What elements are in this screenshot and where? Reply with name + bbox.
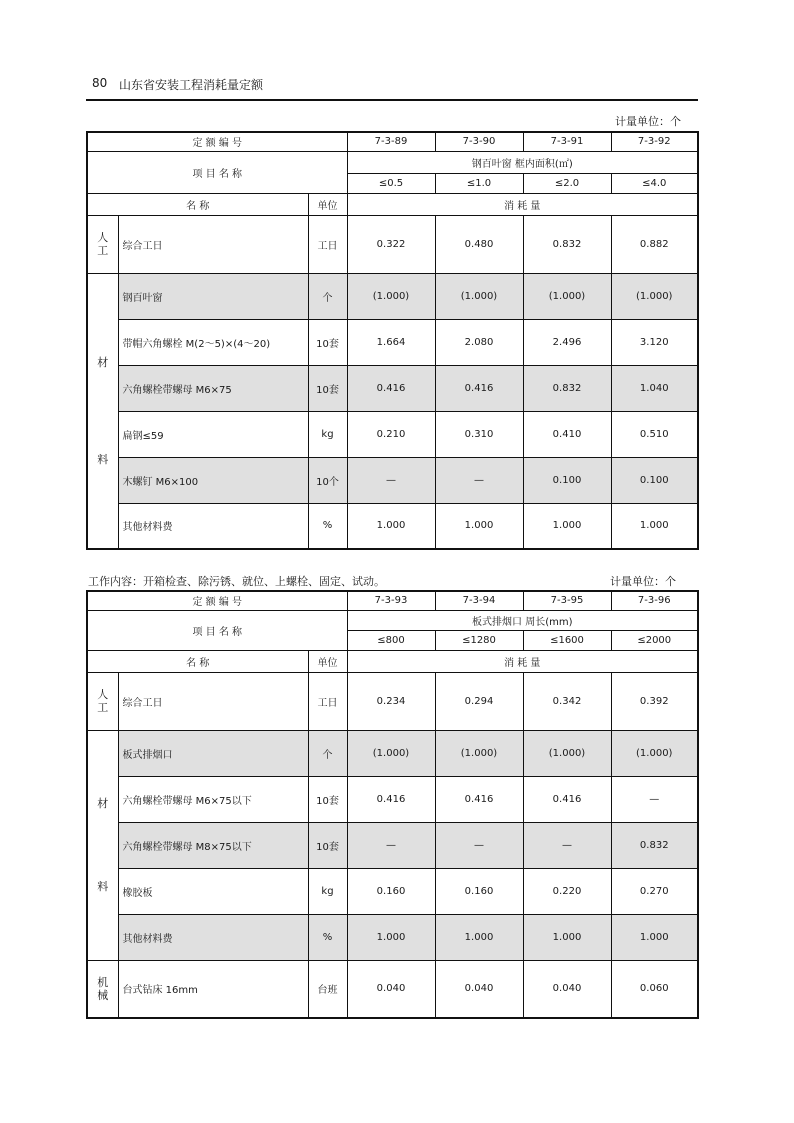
- labor-category-char: 工: [97, 701, 109, 714]
- material-item-value: 0.410: [523, 411, 611, 457]
- book-title: 山东省安装工程消耗量定额: [119, 78, 264, 92]
- material-item-name: 板式排烟口: [118, 730, 308, 776]
- labor-category-char: 人: [97, 230, 109, 244]
- header-rule: [86, 99, 698, 101]
- material-item-value: 0.832: [523, 365, 611, 411]
- material-item-value: (1.000): [435, 273, 523, 319]
- material-item-unit: 10套: [308, 319, 347, 365]
- material-item-name: 钢百叶窗: [118, 273, 308, 319]
- item-name: 板式排烟口 周长(mm): [347, 610, 698, 630]
- material-item-value: (1.000): [523, 730, 611, 776]
- material-item-value: 1.000: [523, 503, 611, 549]
- material-item-value: 1.000: [347, 503, 435, 549]
- labor-category: [87, 672, 118, 730]
- material-item-name: 扁钢≤59: [118, 411, 308, 457]
- quota-table-2: [86, 590, 699, 1019]
- labor-item-value: 0.342: [523, 672, 611, 730]
- material-item-value: (1.000): [523, 273, 611, 319]
- spec-value: ≤1600: [523, 630, 611, 650]
- material-item-value: (1.000): [347, 273, 435, 319]
- spec-value: ≤2.0: [523, 173, 611, 193]
- material-item-name: 六角螺栓带螺母 M8×75以下: [118, 822, 308, 868]
- material-item-value: 0.100: [523, 457, 611, 503]
- machine-item-value: 0.040: [347, 960, 435, 1018]
- material-item-value: —: [347, 457, 435, 503]
- material-item-name: 六角螺栓带螺母 M6×75: [118, 365, 308, 411]
- quota-code: 7-3-89: [347, 132, 435, 151]
- labor-item-value: 0.480: [435, 215, 523, 273]
- material-item-unit: kg: [308, 411, 347, 457]
- material-item-value: 3.120: [611, 319, 698, 365]
- material-item-unit: 10套: [308, 776, 347, 822]
- material-item-name: 带帽六角螺栓 M(2～5)×(4～20): [118, 319, 308, 365]
- material-item-value: 1.000: [523, 914, 611, 960]
- material-item-unit: kg: [308, 868, 347, 914]
- material-item-value: 0.100: [611, 457, 698, 503]
- item-name-label: 项 目 名 称: [87, 610, 347, 650]
- material-item-value: —: [347, 822, 435, 868]
- machine-item-unit: 台班: [308, 960, 347, 1018]
- page-number: 80: [92, 76, 108, 90]
- machine-item-value: 0.040: [435, 960, 523, 1018]
- unit-header: 单位: [308, 650, 347, 672]
- material-category-char: 材: [97, 355, 109, 369]
- labor-item-value: 0.322: [347, 215, 435, 273]
- machine-item-value: 0.040: [523, 960, 611, 1018]
- machine-item-value: 0.060: [611, 960, 698, 1018]
- material-item-value: 1.000: [611, 503, 698, 549]
- material-item-unit: 10套: [308, 365, 347, 411]
- material-item-value: —: [435, 457, 523, 503]
- material-item-value: 0.220: [523, 868, 611, 914]
- material-category: [87, 273, 118, 549]
- labor-category-char: 人: [97, 687, 109, 701]
- spec-value: ≤1280: [435, 630, 523, 650]
- material-item-value: 0.210: [347, 411, 435, 457]
- material-item-name: 橡胶板: [118, 868, 308, 914]
- machine-category-char: 械: [97, 988, 109, 1002]
- quota-code: 7-3-92: [611, 132, 698, 151]
- material-item-value: 1.664: [347, 319, 435, 365]
- unit-header: 单位: [308, 193, 347, 215]
- material-item-value: (1.000): [435, 730, 523, 776]
- labor-item-name: 综合工日: [118, 672, 308, 730]
- item-name: 钢百叶窗 框内面积(㎡): [347, 151, 698, 173]
- labor-category: [87, 215, 118, 273]
- work-content: 工作内容：开箱检查、除污锈、就位、上螺栓、固定、试动。: [88, 575, 385, 588]
- quota-code: 7-3-94: [435, 591, 523, 610]
- spec-value: ≤2000: [611, 630, 698, 650]
- material-item-unit: 个: [308, 273, 347, 319]
- quota-table-1: [86, 131, 699, 550]
- material-category-char: 料: [97, 880, 109, 893]
- material-category-char: 材: [97, 796, 109, 810]
- material-item-value: 0.416: [435, 365, 523, 411]
- labor-item-unit: 工日: [308, 672, 347, 730]
- material-item-value: 2.496: [523, 319, 611, 365]
- labor-item-value: 0.392: [611, 672, 698, 730]
- material-item-value: 0.160: [435, 868, 523, 914]
- material-item-name: 其他材料费: [118, 914, 308, 960]
- material-item-value: —: [435, 822, 523, 868]
- material-item-unit: 10套: [308, 822, 347, 868]
- material-item-value: 1.000: [435, 503, 523, 549]
- material-item-value: (1.000): [347, 730, 435, 776]
- page-header: [86, 74, 698, 100]
- material-item-value: 0.510: [611, 411, 698, 457]
- labor-item-value: 0.294: [435, 672, 523, 730]
- material-item-value: 0.416: [523, 776, 611, 822]
- quota-code: 7-3-91: [523, 132, 611, 151]
- material-item-name: 木螺钉 M6×100: [118, 457, 308, 503]
- material-item-value: 0.160: [347, 868, 435, 914]
- name-header: 名 称: [87, 193, 308, 215]
- labor-category-char: 工: [97, 244, 109, 257]
- table1-unit-label: 计量单位：个: [615, 115, 681, 128]
- spec-value: ≤4.0: [611, 173, 698, 193]
- material-item-value: 1.000: [347, 914, 435, 960]
- quota-code: 7-3-90: [435, 132, 523, 151]
- material-item-value: (1.000): [611, 273, 698, 319]
- table2-unit-label: 计量单位：个: [610, 575, 676, 588]
- quota-number-label: 定 额 编 号: [87, 132, 347, 151]
- labor-item-unit: 工日: [308, 215, 347, 273]
- material-item-name: 其他材料费: [118, 503, 308, 549]
- material-item-value: 2.080: [435, 319, 523, 365]
- material-item-value: 1.000: [435, 914, 523, 960]
- spec-value: ≤1.0: [435, 173, 523, 193]
- machine-category-char: 机: [97, 975, 109, 989]
- labor-item-name: 综合工日: [118, 215, 308, 273]
- material-item-value: 1.000: [611, 914, 698, 960]
- material-item-value: 1.040: [611, 365, 698, 411]
- quota-number-label: 定 额 编 号: [87, 591, 347, 610]
- name-header: 名 称: [87, 650, 308, 672]
- material-item-value: —: [523, 822, 611, 868]
- material-category-char: 料: [97, 452, 109, 466]
- quota-code: 7-3-93: [347, 591, 435, 610]
- labor-item-value: 0.234: [347, 672, 435, 730]
- item-name-label: 项 目 名 称: [87, 151, 347, 193]
- machine-category: [87, 960, 118, 1018]
- material-item-value: 0.416: [347, 365, 435, 411]
- material-item-value: 0.270: [611, 868, 698, 914]
- labor-item-value: 0.882: [611, 215, 698, 273]
- machine-item-name: 台式钻床 16mm: [118, 960, 308, 1018]
- material-item-value: 0.310: [435, 411, 523, 457]
- material-item-unit: %: [308, 503, 347, 549]
- spec-value: ≤0.5: [347, 173, 435, 193]
- quota-code: 7-3-95: [523, 591, 611, 610]
- material-item-value: 0.416: [435, 776, 523, 822]
- material-item-unit: %: [308, 914, 347, 960]
- consumption-header: 消 耗 量: [347, 650, 698, 672]
- material-item-value: 0.832: [611, 822, 698, 868]
- consumption-header: 消 耗 量: [347, 193, 698, 215]
- material-item-value: (1.000): [611, 730, 698, 776]
- spec-value: ≤800: [347, 630, 435, 650]
- material-item-unit: 个: [308, 730, 347, 776]
- material-item-value: 0.416: [347, 776, 435, 822]
- material-category: [87, 730, 118, 960]
- material-item-value: —: [611, 776, 698, 822]
- material-item-name: 六角螺栓带螺母 M6×75以下: [118, 776, 308, 822]
- material-item-unit: 10个: [308, 457, 347, 503]
- labor-item-value: 0.832: [523, 215, 611, 273]
- quota-code: 7-3-96: [611, 591, 698, 610]
